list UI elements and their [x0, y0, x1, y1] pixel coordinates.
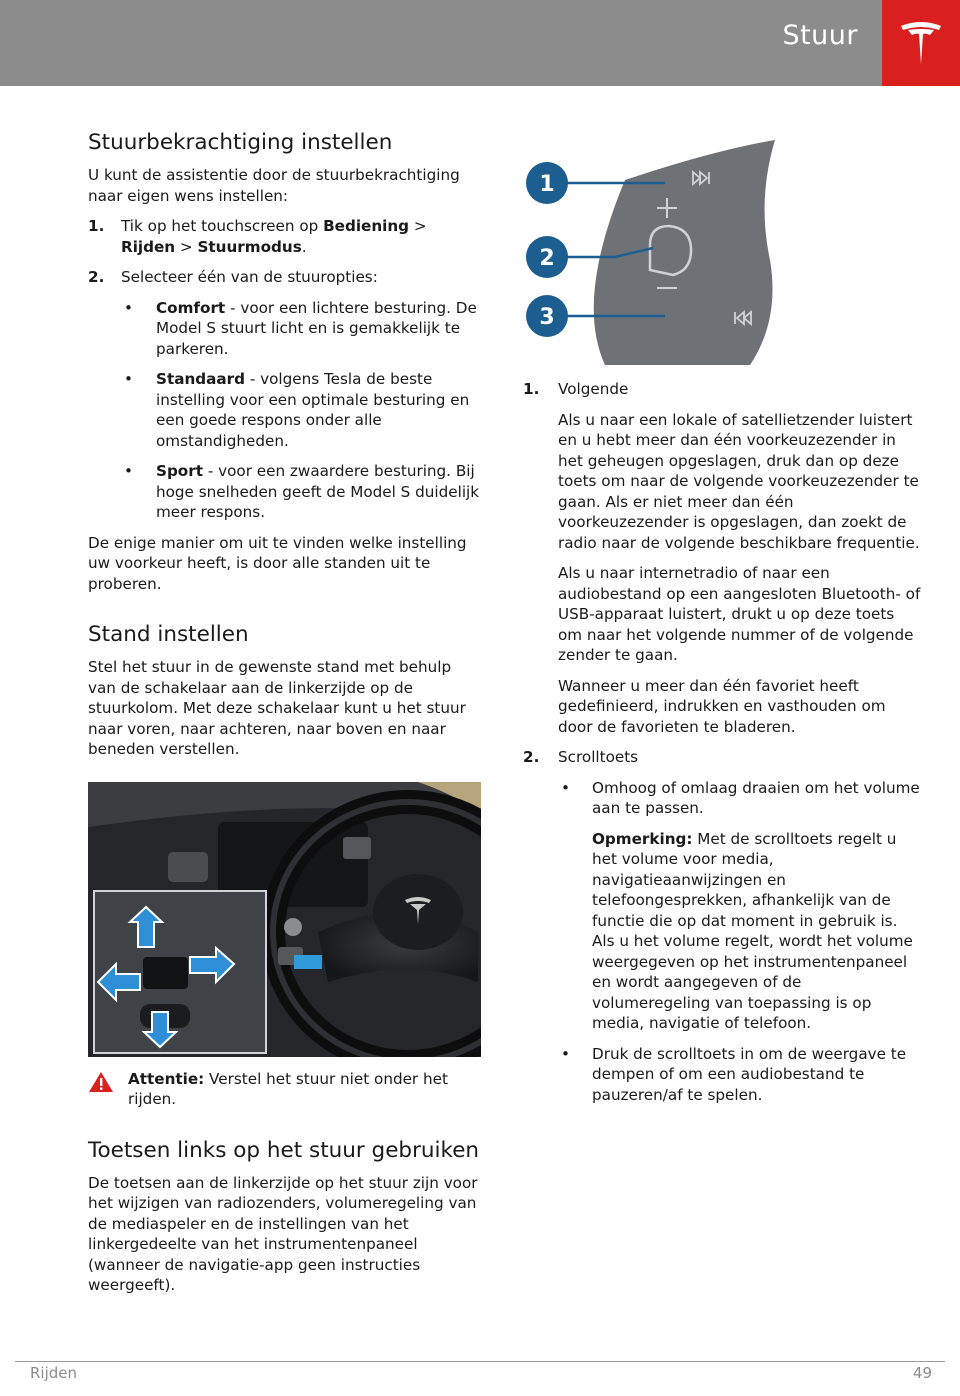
separator: >: [409, 217, 427, 235]
option-name: Sport: [156, 462, 203, 480]
bullet-text: Omhoog of omlaag draaien om het volume aan te passen.: [592, 778, 920, 817]
tesla-logo-icon: [899, 20, 943, 66]
option-name: Comfort: [156, 298, 226, 317]
step-text: Selecteer één van de stuuropties:: [121, 268, 378, 286]
option-standaard: [88, 369, 483, 451]
separator: >: [175, 237, 198, 256]
option-sport: [88, 461, 483, 523]
steering-buttons-diagram: [525, 130, 785, 365]
option-name: Standaard: [156, 370, 245, 388]
left-column: [88, 128, 483, 1306]
item-number: 1.: [523, 380, 540, 398]
volgende-paragraph-1: Als u naar een lokale of satellietzender luistert en u hebt meer dan één voorkeuzezender in het geheugen opgeslagen, druk dan op deze toets om naar de volgende voorkeuzezender te gaan. Als er niet meer dan één voorkeuzezender is opgeslagen, dan zoekt de radio naar de volgende beschikbare frequentie.: [558, 410, 920, 552]
callout-1: [526, 162, 568, 204]
page-header: [0, 0, 960, 86]
chapter-title: Stuur: [782, 20, 858, 51]
position-body: Stel het stuur in de gewenste stand met behulp van de schakelaar aan de linkerzijde op de stuurkolom. Met deze schakelaar kunt u het stuur naar voren, naar achteren, naar boven en naar beneden verstellen.: [88, 658, 466, 758]
right-column: [523, 130, 923, 1115]
intro-text: U kunt de assistentie door de stuurbekrachtiging naar eigen wens instellen:: [88, 166, 460, 205]
scroll-note: [523, 829, 923, 1034]
step-1: [88, 216, 483, 257]
item-volgende: [523, 379, 923, 400]
warning-label: Attentie:: [128, 1069, 205, 1088]
menu-rijden: Rijden: [121, 237, 176, 256]
note-text: Met de scrolltoets regelt u het volume voor media, navigatieaanwijzingen en telefoongesprekken, afhankelijk van de functie die op dat moment in gebruik is. Als u het volume regelt, wordt het volume weergegeven op het instrumentenpaneel en wordt aangegeven of de volumeregeling van toepassing is op media, navigatie of telefoon.: [592, 829, 913, 1032]
menu-stuurmodus: Stuurmodus: [197, 237, 302, 256]
scroll-bullet-1: [523, 778, 923, 819]
warning-triangle-icon: [88, 1071, 114, 1099]
logo-box: [882, 0, 960, 86]
item-label: Volgende: [558, 380, 629, 398]
note-label: Opmerking:: [592, 829, 693, 848]
callout-3: [526, 295, 568, 337]
section-title-position: Stand instellen: [88, 622, 249, 647]
step-number: 2.: [88, 268, 105, 286]
punctuation: .: [301, 237, 307, 256]
item-scrolltoets: [523, 747, 923, 768]
footer-chapter: Rijden: [30, 1364, 78, 1382]
scroll-bullet-2: [523, 1044, 923, 1106]
option-desc: - voor een lichtere besturing. De Model S stuurt licht en is gemakkelijk te parkeren.: [156, 298, 477, 358]
page-number: 49: [912, 1364, 932, 1382]
volgende-paragraph-3: Wanneer u meer dan één favoriet heeft gedefinieerd, indrukken en vasthouden om door de favorieten te bladeren.: [558, 676, 886, 736]
warning-note: [88, 1069, 483, 1110]
steering-column-photo: [88, 782, 481, 1057]
bullet: •: [561, 778, 570, 797]
step-number: 1.: [88, 217, 105, 235]
callout-2: [526, 236, 568, 278]
steering-photo-illustration: [88, 782, 481, 1057]
outro-text: De enige manier om uit te vinden welke instelling uw voorkeur heeft, is door alle standen uit te proberen.: [88, 533, 467, 593]
step-text: Tik op het touchscreen op: [121, 217, 324, 235]
option-desc: - voor een zwaardere besturing. Bij hoge snelheden geeft de Model S duidelijk meer respons.: [156, 462, 480, 521]
option-desc: - volgens Tesla de beste instelling voor een optimale besturing en een goede respons onder alle omstandigheden.: [156, 370, 470, 450]
callout-number: 3: [539, 305, 555, 330]
footer-divider: [15, 1361, 945, 1362]
left-buttons-body: De toetsen aan de linkerzijde op het stuur zijn voor het wijzigen van radiozenders, volumeregeling van de mediaspeler en de instellingen van het linkergedeelte van het instrumentenpaneel (wanneer de navigatie-app geen instructies weergeeft).: [88, 1173, 478, 1294]
bullet: •: [124, 462, 133, 480]
bullet: •: [561, 1044, 570, 1063]
menu-bediening: Bediening: [323, 217, 410, 235]
step-2: [88, 267, 483, 288]
volgende-paragraph-2: Als u naar internetradio of naar een audiobestand op een aangesloten Bluetooth- of USB-apparaat luistert, drukt u op deze toets om naar het volgende nummer of de volgende zender te gaan.: [558, 564, 921, 664]
bullet: •: [124, 298, 133, 317]
option-comfort: [88, 298, 483, 360]
warning-text: Verstel het stuur niet onder het rijden.: [128, 1069, 448, 1108]
section-title-left-buttons: Toetsen links op het stuur gebruiken: [88, 1137, 480, 1163]
item-label: Scrolltoets: [558, 748, 639, 766]
bullet: •: [124, 370, 133, 388]
section-title-power-steering: Stuurbekrachtiging instellen: [88, 130, 393, 155]
bullet-text: Druk de scrolltoets in om de weergave te dempen of om een audiobestand te pauzeren/af te spelen.: [592, 1044, 907, 1104]
item-number: 2.: [523, 748, 540, 766]
callout-number: 1: [539, 172, 555, 197]
callout-number: 2: [539, 246, 555, 271]
